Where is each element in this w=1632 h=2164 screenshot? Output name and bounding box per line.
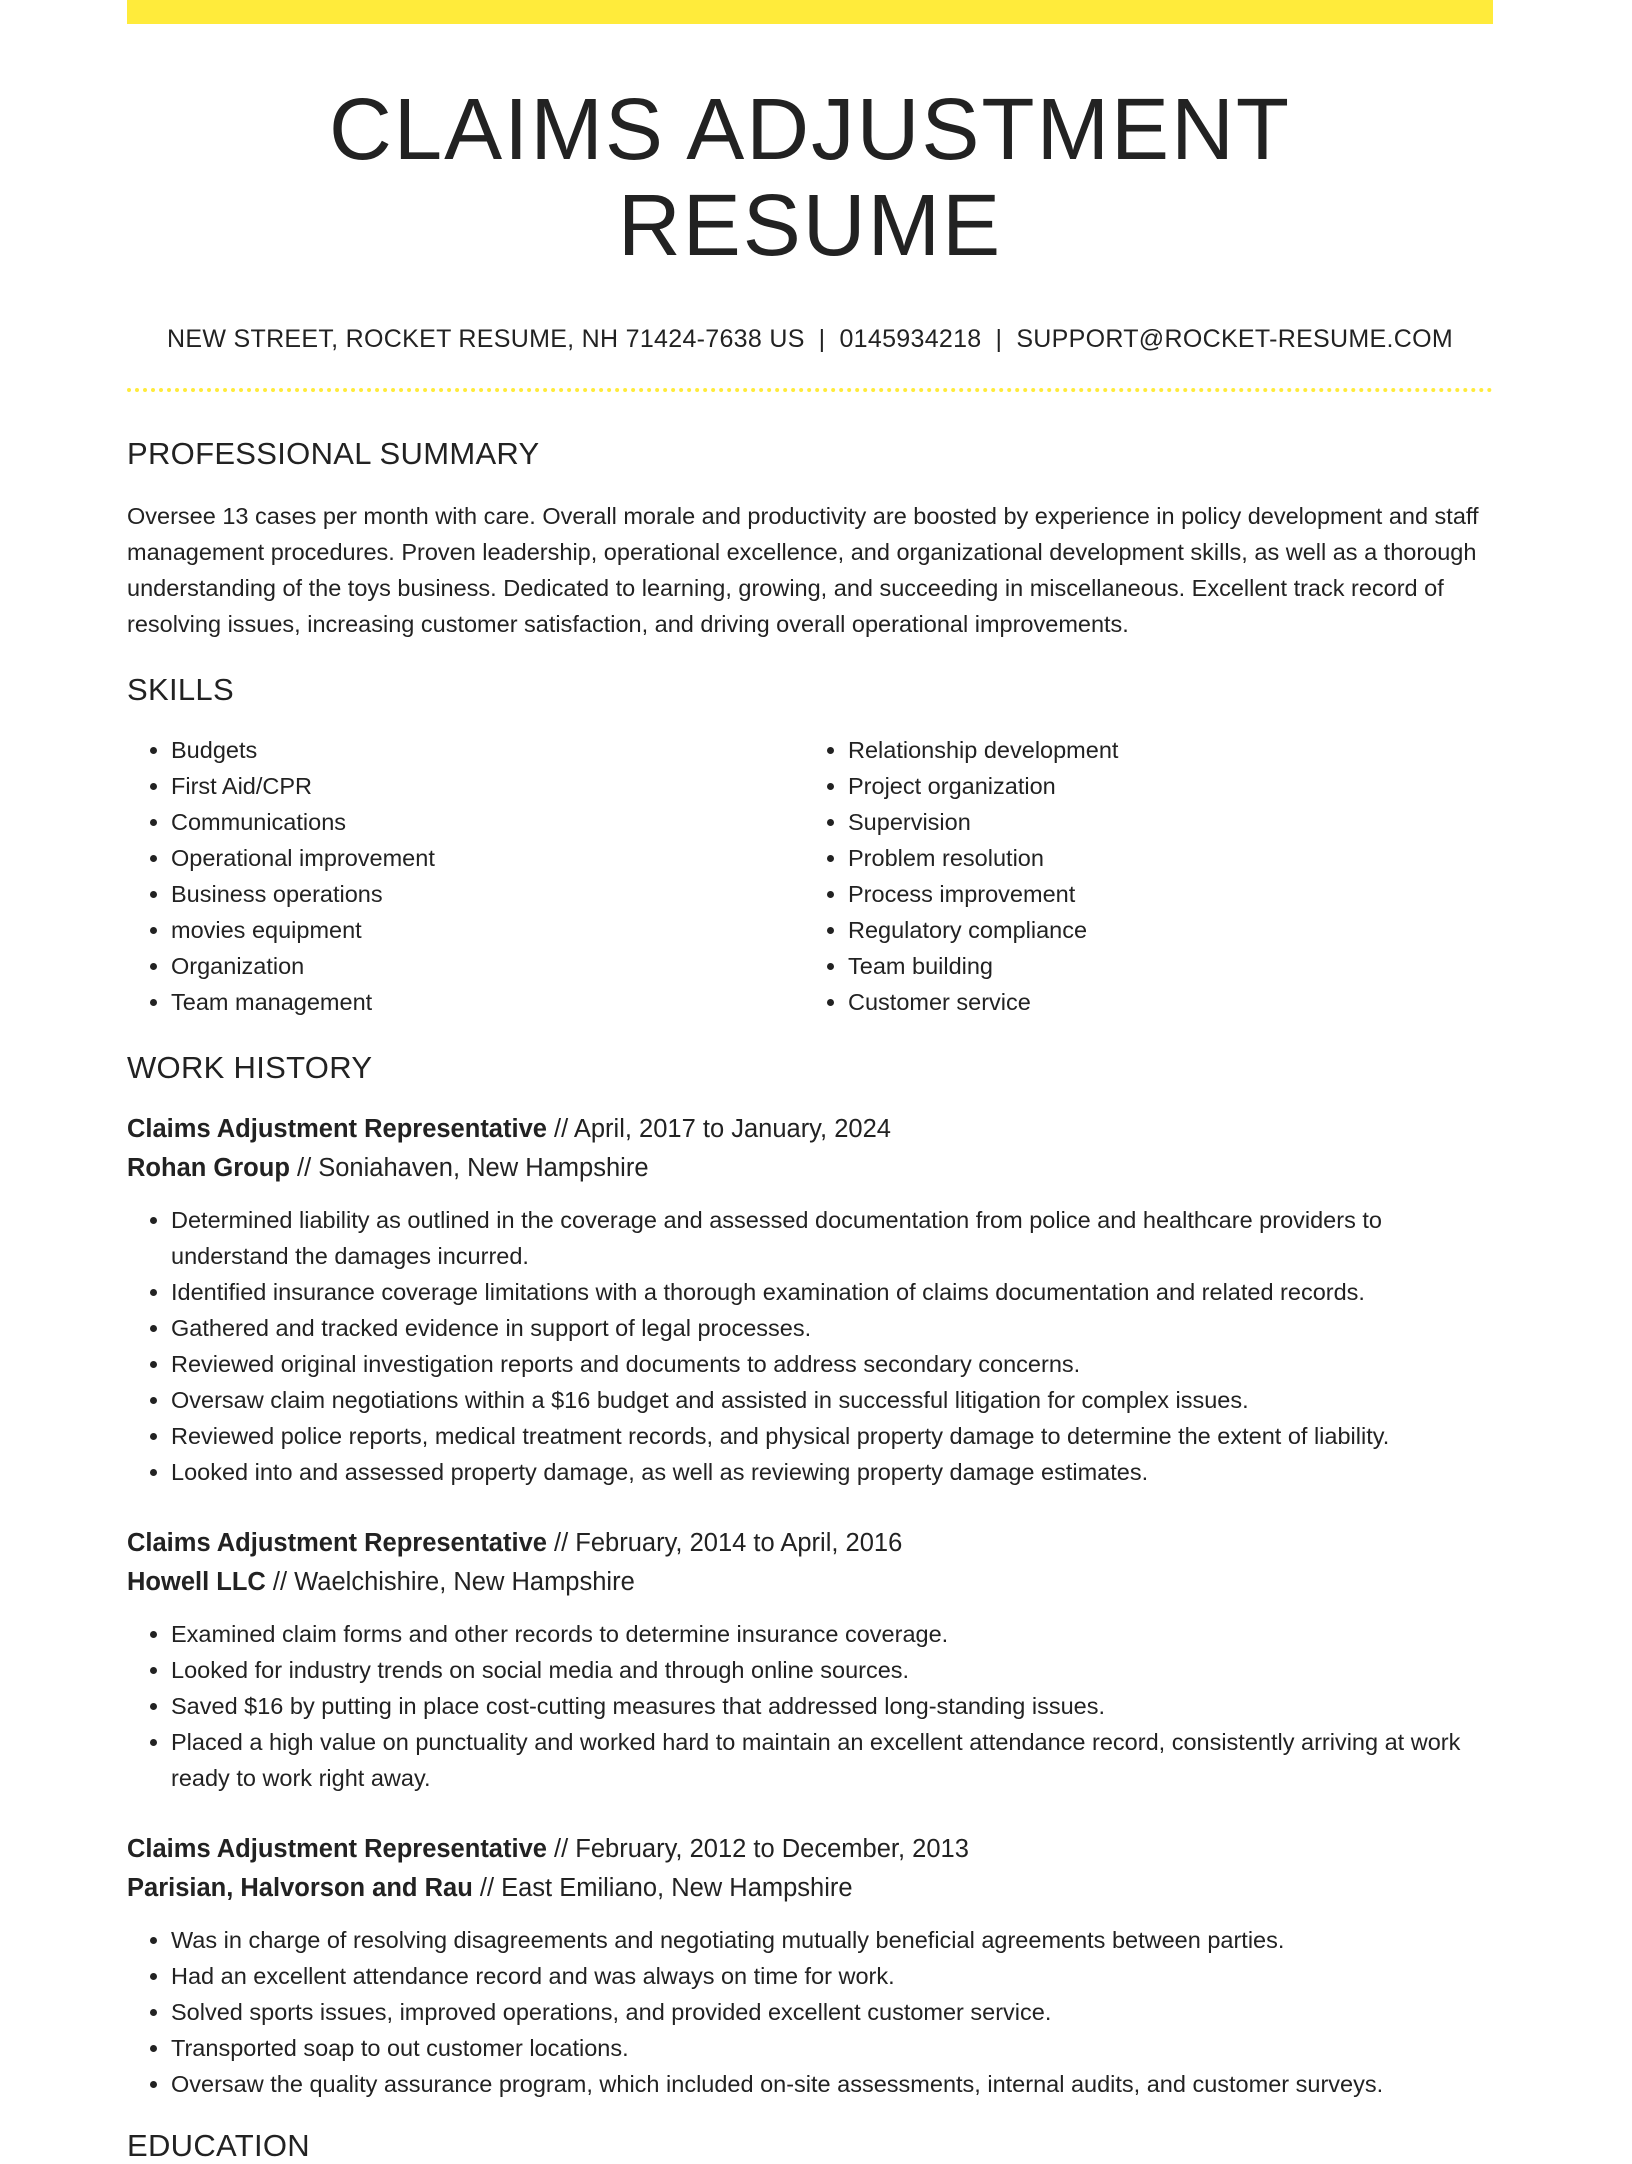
- job-dates: // April, 2017 to January, 2024: [546, 1115, 891, 1144]
- skill-item: • Regulatory compliance: [848, 912, 1478, 948]
- job-company-line: [127, 1149, 1493, 1188]
- job-bullet: • Identified insurance coverage limitations with a thorough examination of claims documentation and related records.: [171, 1274, 1493, 1310]
- skill-item: • First Aid/CPR: [171, 768, 801, 804]
- job-bullet: • Oversaw the quality assurance program, which included on-site assessments, internal audits, and customer surveys.: [171, 2066, 1493, 2102]
- skill-item: • Business operations: [171, 876, 801, 912]
- job-location: // Waelchishire, New Hampshire: [265, 1568, 635, 1597]
- resume-title: CLAIMS ADJUSTMENT RESUME: [328, 81, 1292, 274]
- job-bullet: • Placed a high value on punctuality and worked hard to maintain an excellent attendance record, consistently arriving at work ready to work right away.: [171, 1724, 1493, 1796]
- job-company: Howell LLC: [127, 1568, 266, 1597]
- skill-item: • Communications: [171, 804, 801, 840]
- skill-item: • Team management: [171, 984, 801, 1020]
- contact-email[interactable]: SUPPORT@ROCKET-RESUME.COM: [1016, 325, 1453, 354]
- skill-item: • Problem resolution: [848, 840, 1478, 876]
- skill-item: • Operational improvement: [171, 840, 801, 876]
- skill-item: • Budgets: [171, 732, 801, 768]
- job-role: Claims Adjustment Representative: [127, 1529, 547, 1558]
- skill-item: • Organization: [171, 948, 801, 984]
- job-bullets: [127, 1202, 1493, 1490]
- job-bullet: • Reviewed original investigation reports and documents to address secondary concerns.: [171, 1346, 1493, 1382]
- skill-item: • Relationship development: [848, 732, 1478, 768]
- job-location: // East Emiliano, New Hampshire: [472, 1874, 853, 1903]
- summary-heading: PROFESSIONAL SUMMARY: [127, 436, 540, 472]
- job-company-line: [127, 1563, 1493, 1602]
- skill-item: • movies equipment: [171, 912, 801, 948]
- job-role: Claims Adjustment Representative: [127, 1835, 547, 1864]
- job-bullet: • Transported soap to out customer locations.: [171, 2030, 1493, 2066]
- job-bullet: • Determined liability as outlined in the coverage and assessed documentation from police and healthcare providers to understand the damages incurred.: [171, 1202, 1493, 1274]
- job-entry: [127, 1524, 1493, 1796]
- job-role: Claims Adjustment Representative: [127, 1115, 547, 1144]
- skill-item: • Team building: [848, 948, 1478, 984]
- job-bullet: • Looked for industry trends on social media and through online sources.: [171, 1652, 1493, 1688]
- skill-item: • Customer service: [848, 984, 1478, 1020]
- summary-text: Oversee 13 cases per month with care. Overall morale and productivity are boosted by experience in policy development and staff management procedures. Proven leadership, operational excellence, and organizational development skills, as well as a thorough understanding of the toys business. Dedicated to learning, growing, and succeeding in miscellaneous. Excellent track record of resolving issues, increasing customer satisfaction, and driving overall operational improvements.: [127, 503, 1479, 638]
- skill-item: • Process improvement: [848, 876, 1478, 912]
- skills-column-right: [801, 732, 1478, 1020]
- contact-separator: |: [995, 325, 1003, 354]
- skills-heading: SKILLS: [127, 672, 234, 708]
- job-bullet: • Oversaw claim negotiations within a $16 budget and assisted in successful litigation for complex issues.: [171, 1382, 1493, 1418]
- job-company: Rohan Group: [127, 1154, 290, 1183]
- job-bullet: • Had an excellent attendance record and was always on time for work.: [171, 1958, 1493, 1994]
- job-bullets: [127, 1616, 1493, 1796]
- job-bullet: • Looked into and assessed property damage, as well as reviewing property damage estimates.: [171, 1454, 1493, 1490]
- job-dates: // February, 2014 to April, 2016: [546, 1529, 903, 1558]
- job-entry: [127, 1110, 1493, 1490]
- contact-phone: 0145934218: [839, 325, 982, 354]
- job-title-line: [127, 1524, 1493, 1563]
- job-location: // Soniahaven, New Hampshire: [289, 1154, 649, 1183]
- job-title-line: [127, 1830, 1493, 1869]
- contact-address: NEW STREET, ROCKET RESUME, NH 71424-7638 US: [167, 325, 805, 354]
- contact-line: [127, 325, 1493, 354]
- resume-page: [127, 0, 1493, 2164]
- job-entry: [127, 1830, 1493, 2102]
- education-heading: EDUCATION: [127, 2128, 310, 2164]
- job-company: Parisian, Halvorson and Rau: [127, 1874, 473, 1903]
- job-bullet: • Examined claim forms and other records to determine insurance coverage.: [171, 1616, 1493, 1652]
- job-dates: // February, 2012 to December, 2013: [546, 1835, 969, 1864]
- top-accent-bar: [127, 0, 1493, 24]
- job-bullets: [127, 1922, 1493, 2102]
- job-bullet: • Gathered and tracked evidence in support of legal processes.: [171, 1310, 1493, 1346]
- contact-separator: |: [818, 325, 826, 354]
- job-company-line: [127, 1869, 1493, 1908]
- dotted-divider: [127, 388, 1493, 392]
- job-bullet: • Solved sports issues, improved operations, and provided excellent customer service.: [171, 1994, 1493, 2030]
- job-bullet: • Saved $16 by putting in place cost-cutting measures that addressed long-standing issues.: [171, 1688, 1493, 1724]
- skills-column-left: [127, 732, 801, 1020]
- job-bullet: • Was in charge of resolving disagreements and negotiating mutually beneficial agreements between parties.: [171, 1922, 1493, 1958]
- job-bullet: • Reviewed police reports, medical treatment records, and physical property damage to determine the extent of liability.: [171, 1418, 1493, 1454]
- skill-item: • Supervision: [848, 804, 1478, 840]
- job-title-line: [127, 1110, 1493, 1149]
- skill-item: • Project organization: [848, 768, 1478, 804]
- work-history-heading: WORK HISTORY: [127, 1050, 373, 1086]
- skills-list: [127, 732, 1493, 1020]
